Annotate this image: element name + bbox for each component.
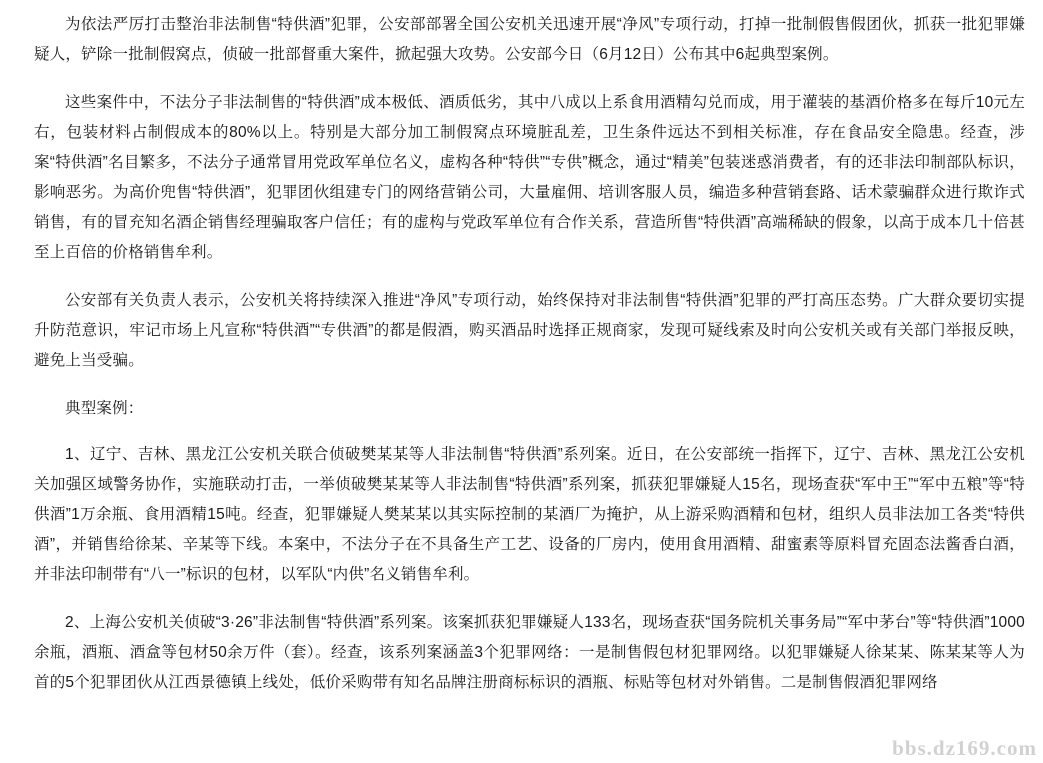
case-item-1: 1、辽宁、吉林、黑龙江公安机关联合侦破樊某某等人非法制售“特供酒”系列案。近日，在公安部统一指挥下，辽宁、吉林、黑龙江公安机关加强区域警务协作，实施联动打击，一举侦破樊某某等人非法制售“特供酒”系列案，抓获犯罪嫌疑人15名，现场查获“军中王”“军中五粮”等“特供酒”1万余瓶、食用酒精15吨。经查，犯罪嫌疑人樊某某以其实际控制的某酒厂为掩护，从上游采购酒精和包材，组织人员非法加工各类“特供酒”，并销售给徐某、辛某等下线。本案中，不法分子在不具备生产工艺、设备的厂房内，使用食用酒精、甜蜜素等原料冒充固态法酱香白酒，并非法印制带有“八一”标识的包材，以军队“内供”名义销售牟利。 bbox=[34, 446, 1025, 583]
paragraph-2: 这些案件中，不法分子非法制售的“特供酒”成本极低、酒质低劣，其中八成以上系食用酒精勾兑而成，用于灌装的基酒价格多在每斤10元左右，包装材料占制假成本的80%以上。特别是大部分加工制假窝点环境脏乱差，卫生条件远达不到相关标准，存在食品安全隐患。经查，涉案“特供酒”名目繁多，不法分子通常冒用党政军单位名义，虚构各种“特供”“专供”概念，通过“精美”包装迷惑消费者，有的还非法印制部队标识，影响恶劣。为高价兜售“特供酒”，犯罪团伙组建专门的网络营销公司，大量雇佣、培训客服人员，编造多种营销套路、话术蒙骗群众进行欺诈式销售，有的冒充知名酒企销售经理骗取客户信任；有的虚构与党政军单位有合作关系，营造所售“特供酒”高端稀缺的假象，以高于成本几十倍甚至上百倍的价格销售牟利。 bbox=[34, 94, 1025, 261]
case-item-2: 2、上海公安机关侦破“3·26”非法制售“特供酒”系列案。该案抓获犯罪嫌疑人133名，现场查获“国务院机关事务局”“军中茅台”等“特供酒”1000余瓶，酒瓶、酒盒等包材50余万件（套）。经查，该系列案涵盖3个犯罪网络：一是制售假包材犯罪网络。以犯罪嫌疑人徐某某、陈某某等人为首的5个犯罪团伙从江西景德镇上线处，低价采购带有知名品牌注册商标标识的酒瓶、标贴等包材对外销售。二是制售假酒犯罪网络 bbox=[34, 614, 1025, 691]
watermark-text: bbs.dz169.com bbox=[892, 736, 1037, 760]
paragraph-3: 公安部有关负责人表示，公安机关将持续深入推进“净风”专项行动，始终保持对非法制售“特供酒”犯罪的严打高压态势。广大群众要切实提升防范意识，牢记市场上凡宣称“特供酒”“专供酒”的都是假酒，购买酒品时选择正规商家，发现可疑线索及时向公安机关或有关部门举报反映，避免上当受骗。 bbox=[34, 292, 1025, 369]
paragraph-1: 为依法严厉打击整治非法制售“特供酒”犯罪，公安部部署全国公安机关迅速开展“净风”专项行动，打掉一批制假售假团伙，抓获一批犯罪嫌疑人，铲除一批制假窝点，侦破一批部督重大案件，掀起强大攻势。公安部今日（6月12日）公布其中6起典型案例。 bbox=[34, 16, 1025, 63]
case-list-heading: 典型案例： bbox=[65, 400, 144, 417]
